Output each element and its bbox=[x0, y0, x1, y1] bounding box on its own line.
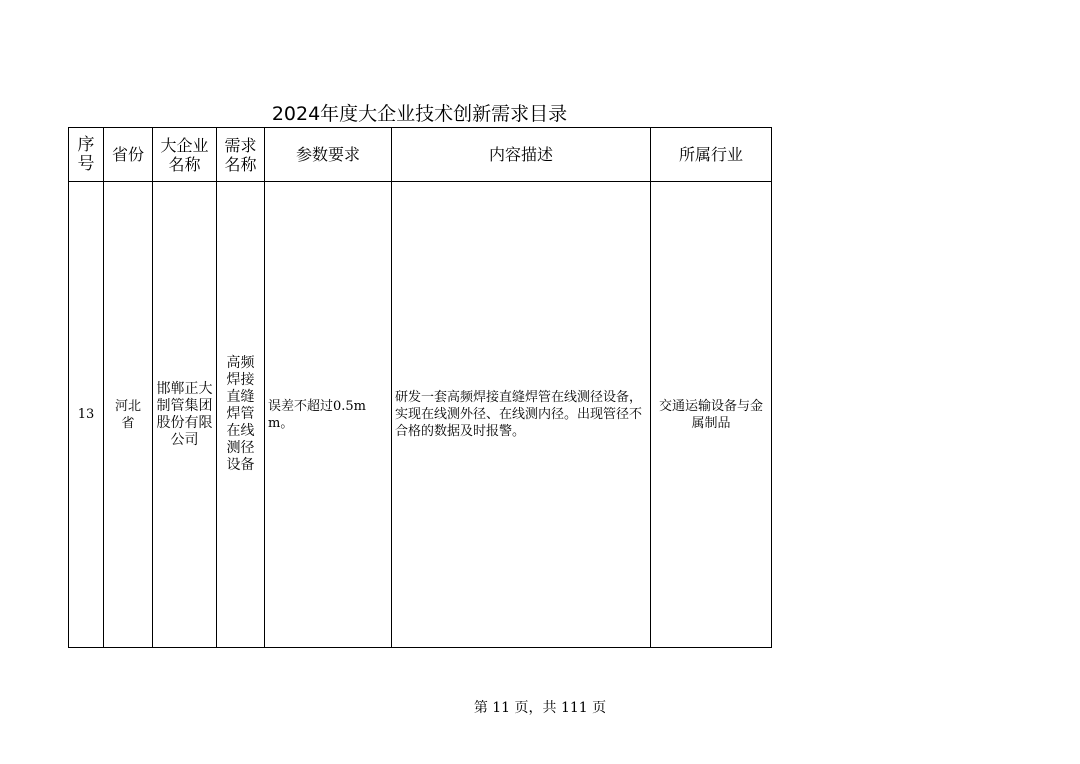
header-enterprise: 大企业名称 bbox=[153, 128, 217, 182]
table-row bbox=[69, 182, 772, 648]
cell-province: 河北省 bbox=[104, 182, 153, 648]
table-header-row bbox=[69, 128, 772, 182]
header-seq: 序号 bbox=[69, 128, 104, 182]
cell-seq: 13 bbox=[69, 182, 104, 648]
cell-industry: 交通运输设备与金属制品 bbox=[651, 182, 772, 648]
cell-demand: 高频焊接直缝焊管在线测径设备 bbox=[217, 182, 265, 648]
cell-params: 误差不超过0.5mm。 bbox=[265, 182, 392, 648]
cell-enterprise: 邯郸正大制管集团股份有限公司 bbox=[153, 182, 217, 648]
cell-content: 研发一套高频焊接直缝焊管在线测径设备，实现在线测外径、在线测内径。出现管径不合格的数据及时报警。 bbox=[392, 182, 651, 648]
page-footer: 第 11 页，共 111 页 bbox=[473, 700, 607, 716]
requirements-table bbox=[68, 127, 772, 648]
header-industry: 所属行业 bbox=[651, 128, 772, 182]
header-demand: 需求名称 bbox=[217, 128, 265, 182]
header-content: 内容描述 bbox=[392, 128, 651, 182]
header-province: 省份 bbox=[104, 128, 153, 182]
header-params: 参数要求 bbox=[265, 128, 392, 182]
document-title: 2024年度大企业技术创新需求目录 bbox=[271, 103, 568, 125]
